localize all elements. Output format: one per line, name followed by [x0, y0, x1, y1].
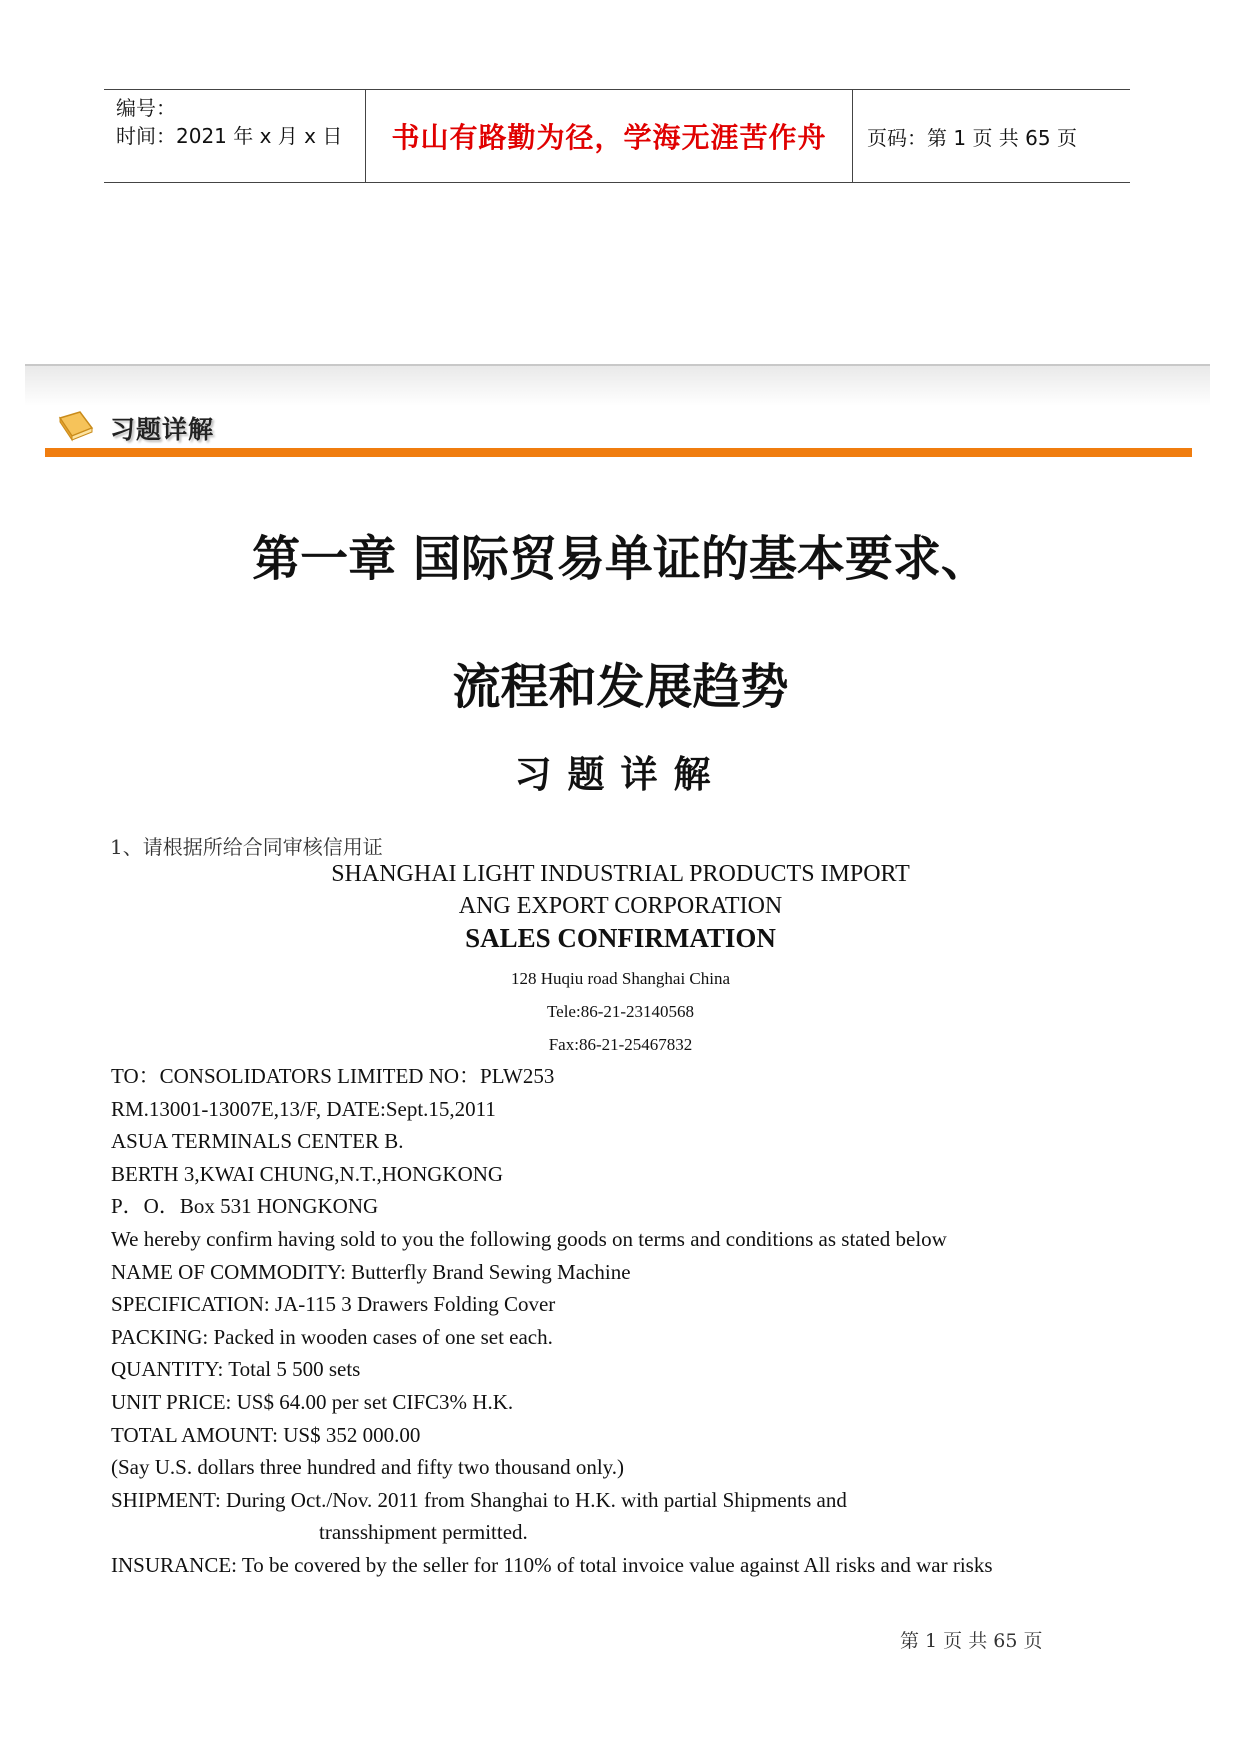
- chapter-title-line1: 第一章 国际贸易单证的基本要求、: [252, 531, 989, 587]
- contract-line: TO：CONSOLIDATORS LIMITED NO：PLW253: [111, 1064, 555, 1088]
- banner-shade: [25, 366, 1210, 406]
- contract-line: UNIT PRICE: US$ 64.00 per set CIFC3% H.K.: [111, 1389, 514, 1414]
- contract-line: ASUA TERMINALS CENTER B.: [111, 1129, 404, 1154]
- contract-line: QUANTITY: Total 5 500 sets: [111, 1357, 361, 1382]
- company-name-line1: SHANGHAI LIGHT INDUSTRIAL PRODUCTS IMPORT: [331, 861, 910, 887]
- contract-line: BERTH 3,KWAI CHUNG,N.T.,HONGKONG: [111, 1161, 504, 1186]
- contract-line: (Say U.S. dollars three hundred and fifty two thousand only.): [111, 1455, 625, 1480]
- contract-line: NAME OF COMMODITY: Butterfly Brand Sewing Machine: [111, 1259, 631, 1284]
- contract-line: P．O．Box 531 HONGKONG: [111, 1194, 379, 1219]
- contract-line: SPECIFICATION: JA-115 3 Drawers Folding Cover: [111, 1292, 556, 1317]
- chapter-subtitle: 习题详解: [514, 752, 727, 796]
- header-page-cell: [853, 90, 1130, 182]
- company-name-line2: ANG EXPORT CORPORATION: [458, 893, 783, 919]
- contract-body: [111, 1060, 993, 1582]
- page-info: 页码：第 1 页 共 65 页: [867, 125, 1077, 150]
- header-table: [104, 89, 1130, 183]
- contract-line: transshipment permitted.: [319, 1520, 528, 1545]
- document-title: SALES CONFIRMATION: [465, 923, 776, 953]
- time-label: 时间：2021 年 x 月 x 日: [116, 124, 343, 148]
- motto-text: 书山有路勤为径，学海无涯苦作舟: [391, 121, 827, 154]
- contract-line: SHIPMENT: During Oct./Nov. 2011 from Shanghai to H.K. with partial Shipments and: [111, 1487, 847, 1512]
- contract-line: We hereby confirm having sold to you the following goods on terms and conditions as stated below: [111, 1226, 947, 1251]
- banner-title: 习题详解: [110, 415, 215, 444]
- header-left-cell: [104, 90, 366, 182]
- contract-line: TOTAL AMOUNT: US$ 352 000.00: [111, 1422, 421, 1447]
- contract-line: RM.13001-13007E,13/F, DATE:Sept.15,2011: [111, 1096, 496, 1121]
- question-text: 1、请根据所给合同审核信用证: [110, 835, 383, 859]
- company-tele: Tele:86-21-23140568: [546, 1002, 695, 1021]
- company-fax: Fax:86-21-25467832: [548, 1035, 693, 1054]
- header-motto-cell: [366, 90, 853, 182]
- banner-orange-rule: [45, 448, 1192, 457]
- notebook-icon: [56, 406, 96, 446]
- page-footer: 第 1 页 共 65 页: [900, 1630, 1043, 1652]
- chapter-title-line2: 流程和发展趋势: [452, 659, 789, 715]
- contract-line: INSURANCE: To be covered by the seller for 110% of total invoice value against All risks and war risks: [111, 1552, 993, 1577]
- company-address: 128 Huqiu road Shanghai China: [510, 969, 731, 988]
- number-label: 编号：: [116, 96, 176, 120]
- contract-line: PACKING: Packed in wooden cases of one set each.: [111, 1324, 553, 1349]
